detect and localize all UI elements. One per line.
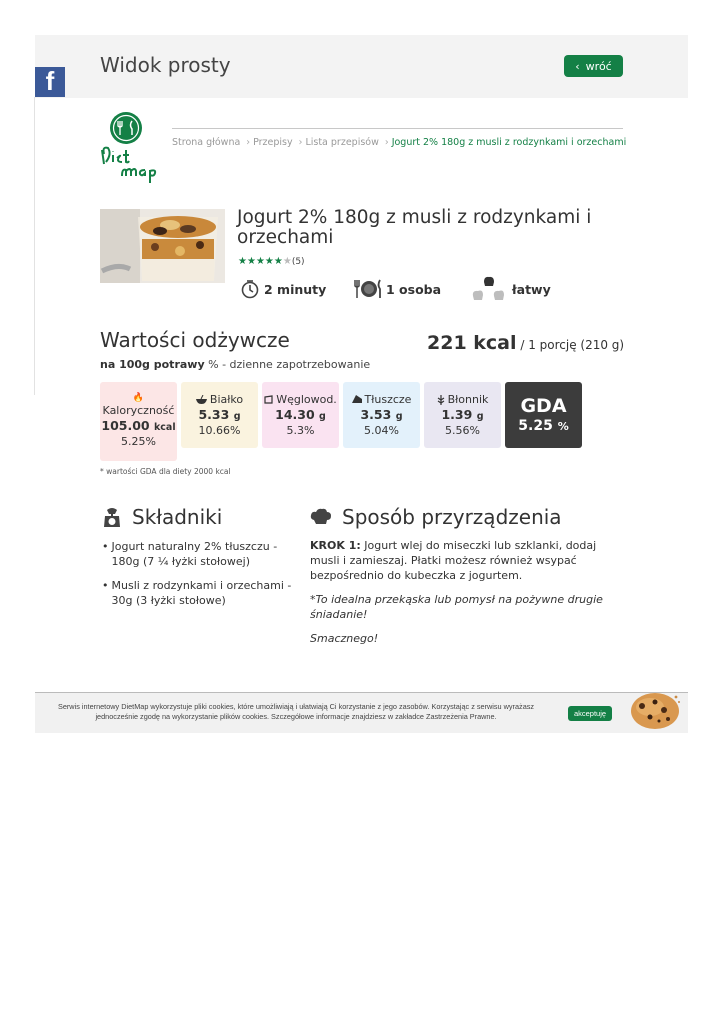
dietmap-logo[interactable] [98,110,164,188]
rating-count: (5) [291,257,305,267]
list-item [102,578,292,608]
facebook-share-button[interactable] [35,67,65,97]
recipe-photo [100,209,225,283]
nutrient-box-carbs [262,382,339,448]
chevron-right-icon: › [298,137,303,148]
bowl-icon [196,395,207,404]
bullet: • [102,579,109,592]
clock-icon [240,279,260,299]
flame-icon: 🔥 [132,393,145,403]
method-closing: Smacznego! [310,632,379,645]
back-button[interactable] [564,55,623,77]
grain-icon [437,395,445,405]
step-text: Jogurt wlej do miseczki lub szklanki, dodaj musli i zamieszaj. Płatki możesz również wsypać bezpośrednio do kubeczka z jogurtem. [310,539,597,582]
servings [354,276,441,302]
gda-box [505,382,582,448]
method-step [310,538,620,583]
gda-value: 5.25 [518,418,553,434]
ingredient-text: Musli z rodzynkami i orzechami - 30g (3 łyżki stołowe) [111,579,292,607]
star-icon: ★ [264,256,274,267]
back-button-label: wróć [585,59,612,73]
cookie-icon [628,688,682,732]
breadcrumb [172,137,626,148]
nutrient-value: 1.39 [441,407,473,422]
breadcrumb-divider [172,128,623,129]
breadcrumb-item-recipes[interactable]: Przepisy [253,137,293,148]
portion-size: / 1 porcję (210 g) [516,338,625,352]
nutrient-label: Węglowod. [276,393,337,406]
gda-label: GDA [520,395,567,417]
star-empty-icon: ★ [282,256,292,267]
chevron-right-icon: › [384,137,389,148]
star-icon: ★ [238,256,247,267]
facebook-icon: f [45,66,55,96]
nutrient-unit: g [395,411,403,422]
portion-kcal [427,332,624,354]
chevron-right-icon: › [246,137,251,148]
accept-cookies-button[interactable]: akceptuję [568,706,612,721]
plate-cutlery-icon [354,278,382,300]
bullet: • [102,540,109,553]
prep-time-label: 2 minuty [264,281,327,297]
step-label: KROK 1: [310,539,361,552]
nutrient-label: Błonnik [447,393,489,406]
divider [34,97,35,395]
kcal-value: 221 kcal [427,332,517,354]
nutrient-box-fat [343,382,420,448]
prep-time [240,276,326,302]
ingredients-title-label: Składniki [132,505,223,529]
nutrient-label: Tłuszcze [364,393,412,406]
ingredient-text: Jogurt naturalny 2% tłuszczu - 180g (7 ¼ łyżki stołowej) [111,540,278,568]
cheese-icon [352,395,362,404]
star-icon: ★ [246,256,256,267]
rating-stars[interactable] [238,256,305,267]
nutrient-percent: 10.66% [198,424,241,437]
nutrient-percent: 5.3% [286,424,315,437]
per100-caption [100,358,370,371]
nutrient-value: 3.53 [360,407,392,422]
nutrient-box-calories [100,382,177,461]
method-title-label: Sposób przyrządzenia [342,505,562,529]
gda-footnote: * wartości GDA dla diety 2000 kcal [100,467,231,476]
per100-rest: % - dzienne zapotrzebowanie [204,358,371,371]
chef-hat-icon [310,508,332,526]
page-title: Widok prosty [100,53,231,77]
nutrient-unit: g [233,411,241,422]
nutrient-percent: 5.04% [364,424,399,437]
breadcrumb-item-home[interactable]: Strona główna [172,137,241,148]
kitchen-scale-icon [102,506,122,528]
nutrient-percent: 5.25% [121,435,156,448]
difficulty-label: łatwy [512,281,551,297]
nutrient-label: Białko [209,393,244,406]
recipe-title: Jogurt 2% 180g z musli z rodzynkami i orzechami [237,207,592,248]
servings-label: 1 osoba [386,281,442,297]
nutrient-unit: kcal [153,422,176,433]
gda-unit: % [557,420,569,433]
star-icon: ★ [273,256,283,267]
ingredients-list [102,539,292,617]
nutrient-value: 5.33 [198,407,230,422]
star-icon: ★ [255,256,265,267]
difficulty [470,274,551,304]
method-title [310,505,562,529]
nutrient-value: 105.00 [101,418,150,433]
bread-icon [264,395,273,404]
nutrient-unit: g [319,411,326,422]
nutrition-title: Wartości odżywcze [100,328,290,352]
per100-bold: na 100g potrawy [100,358,205,371]
ingredients-title [102,505,222,529]
list-item [102,539,292,569]
breadcrumb-item-recipe-list[interactable]: Lista przepisów [305,137,379,148]
nutrient-percent: 5.56% [445,424,480,437]
breadcrumb-item-current[interactable]: Jogurt 2% 180g z musli z rodzynkami i orzechami [391,137,627,148]
nutrient-box-fiber [424,382,501,448]
chevron-left-icon: ‹ [575,59,580,73]
nutrient-label: Kaloryczność [102,404,175,417]
cookie-text: Serwis internetowy DietMap wykorzystuje pliki cookies, które umożliwiają i ułatwiają Ci korzystanie z jego zasobów. Korzystając z serwisu wyrażasz jednocześnie zgodę na wykorzystanie plików cookies. Szczegółowe informacje znajdziesz w zakładce Zastrzeżenia Prawne. [57,702,535,721]
nutrient-unit: g [476,411,484,422]
method-tip: *To idealna przekąska lub pomysł na pożywne drugie śniadanie! [310,593,603,621]
chef-hats-icon [470,274,508,304]
method-text [310,538,620,655]
nutrient-box-protein [181,382,258,448]
nutrient-value: 14.30 [275,407,315,422]
